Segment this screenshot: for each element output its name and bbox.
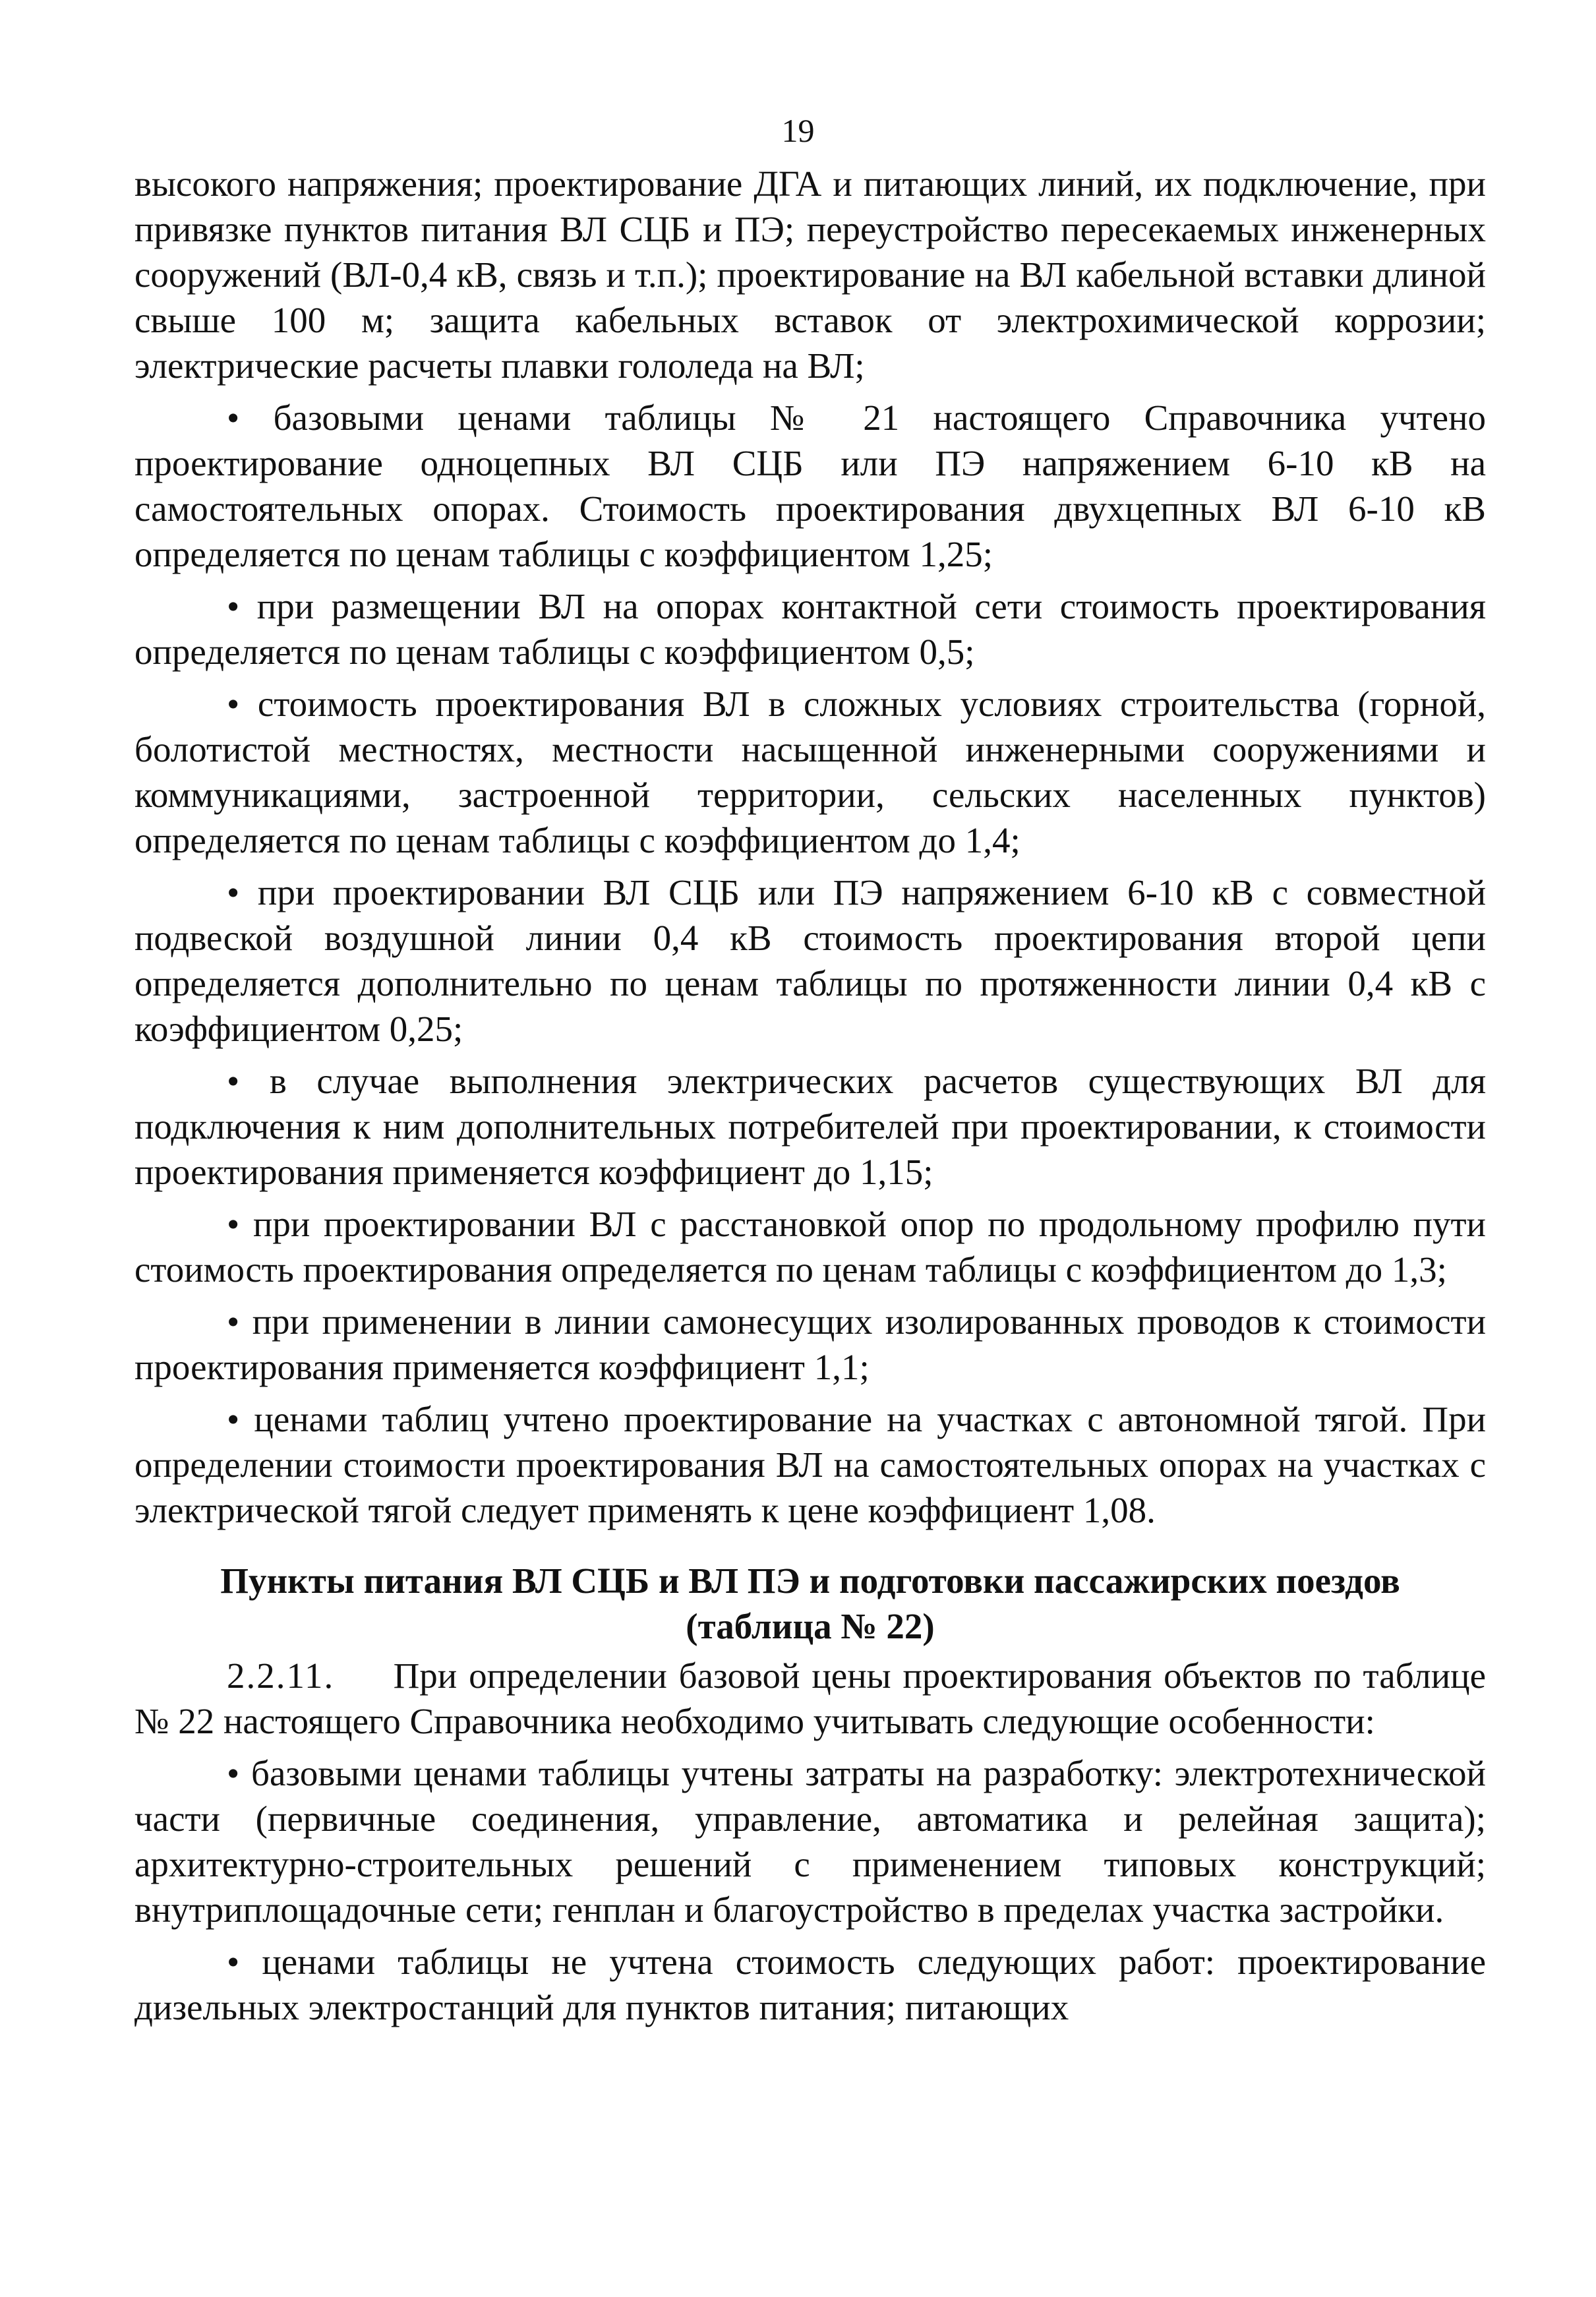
bullet-list-power-points: [134, 1750, 1486, 2030]
bullet-list-vl: [134, 395, 1486, 1533]
list-item-text: в случае выполнения электрических расчетов существующих ВЛ для подключения к ним дополнительных потребителей при проектировании, к стоимости проектирования применяется коэффициент до 1,15;: [134, 1061, 1486, 1192]
section-heading-title: Пункты питания ВЛ СЦБ и ВЛ ПЭ и подготовки пассажирских поездов: [220, 1561, 1400, 1601]
list-item: [134, 1058, 1486, 1195]
bullet-icon: •: [227, 872, 240, 912]
list-item: [134, 1750, 1486, 1932]
list-item-text: базовыми ценами таблицы № 21 настоящего Справочника учтено проектирование одноцепных ВЛ СЦБ или ПЭ напряжением 6-10 кВ на самостоятельных опорах. Стоимость проектирования двухцепных ВЛ 6-10 кВ определяется по ценам таблицы с коэффициентом 1,25;: [134, 398, 1487, 574]
bullet-icon: •: [227, 1753, 240, 1793]
page-number: 19: [781, 112, 815, 149]
list-item-text: при проектировании ВЛ с расстановкой опор по продольному профилю пути стоимость проектирования определяется по ценам таблицы с коэффициентом до 1,3;: [134, 1204, 1486, 1290]
list-item: [134, 1201, 1486, 1292]
page-content: [134, 161, 1486, 2030]
section-heading: [134, 1558, 1486, 1649]
list-item: [134, 583, 1486, 674]
bullet-icon: •: [227, 1942, 240, 1982]
list-item-text: ценами таблицы не учтена стоимость следующих работ: проектирование дизельных электростанций для пунктов питания; питающих: [134, 1942, 1486, 2027]
section-heading-table-ref: (таблица № 22): [686, 1606, 935, 1646]
bullet-icon: •: [227, 1399, 240, 1439]
bullet-icon: •: [227, 684, 240, 724]
list-item: [134, 1299, 1486, 1390]
bullet-icon: •: [227, 1301, 240, 1342]
intro-paragraph: высокого напряжения; проектирование ДГА и питающих линий, их подключение, при привязке пунктов питания ВЛ СЦБ и ПЭ; переустройство пересекаемых инженерных сооружений (ВЛ-0,4 кВ, связь и т.п.); проектирование на ВЛ кабельной вставки длиной свыше 100 м; защита кабельных вставок от электрохимической коррозии; электрические расчеты плавки гололеда на ВЛ;: [134, 164, 1486, 386]
list-item: [134, 1396, 1486, 1533]
list-item-text: при применении в линии самонесущих изолированных проводов к стоимости проектирования применяется коэффициент 1,1;: [134, 1301, 1486, 1387]
list-item-text: базовыми ценами таблицы учтены затраты на разработку: электротехнической части (первичные соединения, управление, автоматика и релейная защита); архитектурно-строительных решений с применением типовых конструкций; внутриплощадочные сети; генплан и благоустройство в пределах участка застройки.: [134, 1753, 1486, 1930]
bullet-icon: •: [227, 1061, 240, 1101]
list-item: [134, 681, 1486, 863]
list-item: [134, 870, 1486, 1052]
section-text: При определении базовой цены проектирования объектов по таблице № 22 настоящего Справочника необходимо учитывать следующие особенности:: [134, 1656, 1486, 1741]
section-paragraph: [134, 1653, 1486, 1744]
list-item-text: стоимость проектирования ВЛ в сложных условиях строительства (горной, болотистой местностях, местности насыщенной инженерными сооружениями и коммуникациями, застроенной территории, сельских населенных пунктов) определяется по ценам таблицы с коэффициентом до 1,4;: [134, 684, 1487, 860]
bullet-icon: •: [227, 586, 240, 626]
list-item: [134, 395, 1486, 577]
list-item-text: ценами таблиц учтено проектирование на участках с автономной тягой. При определении стоимости проектирования ВЛ на самостоятельных опорах на участках с электрической тягой следует применять к цене коэффициент 1,08.: [134, 1399, 1486, 1530]
bullet-icon: •: [227, 1204, 240, 1244]
list-item: [134, 1939, 1486, 2030]
bullet-icon: •: [227, 398, 240, 438]
section-number: 2.2.11.: [227, 1656, 335, 1696]
list-item-text: при размещении ВЛ на опорах контактной сети стоимость проектирования определяется по ценам таблицы с коэффициентом 0,5;: [134, 586, 1486, 672]
list-item-text: при проектировании ВЛ СЦБ или ПЭ напряжением 6-10 кВ с совместной подвеской воздушной линии 0,4 кВ стоимость проектирования второй цепи определяется дополнительно по ценам таблицы по протяженности линии 0,4 кВ с коэффициентом 0,25;: [134, 872, 1487, 1049]
